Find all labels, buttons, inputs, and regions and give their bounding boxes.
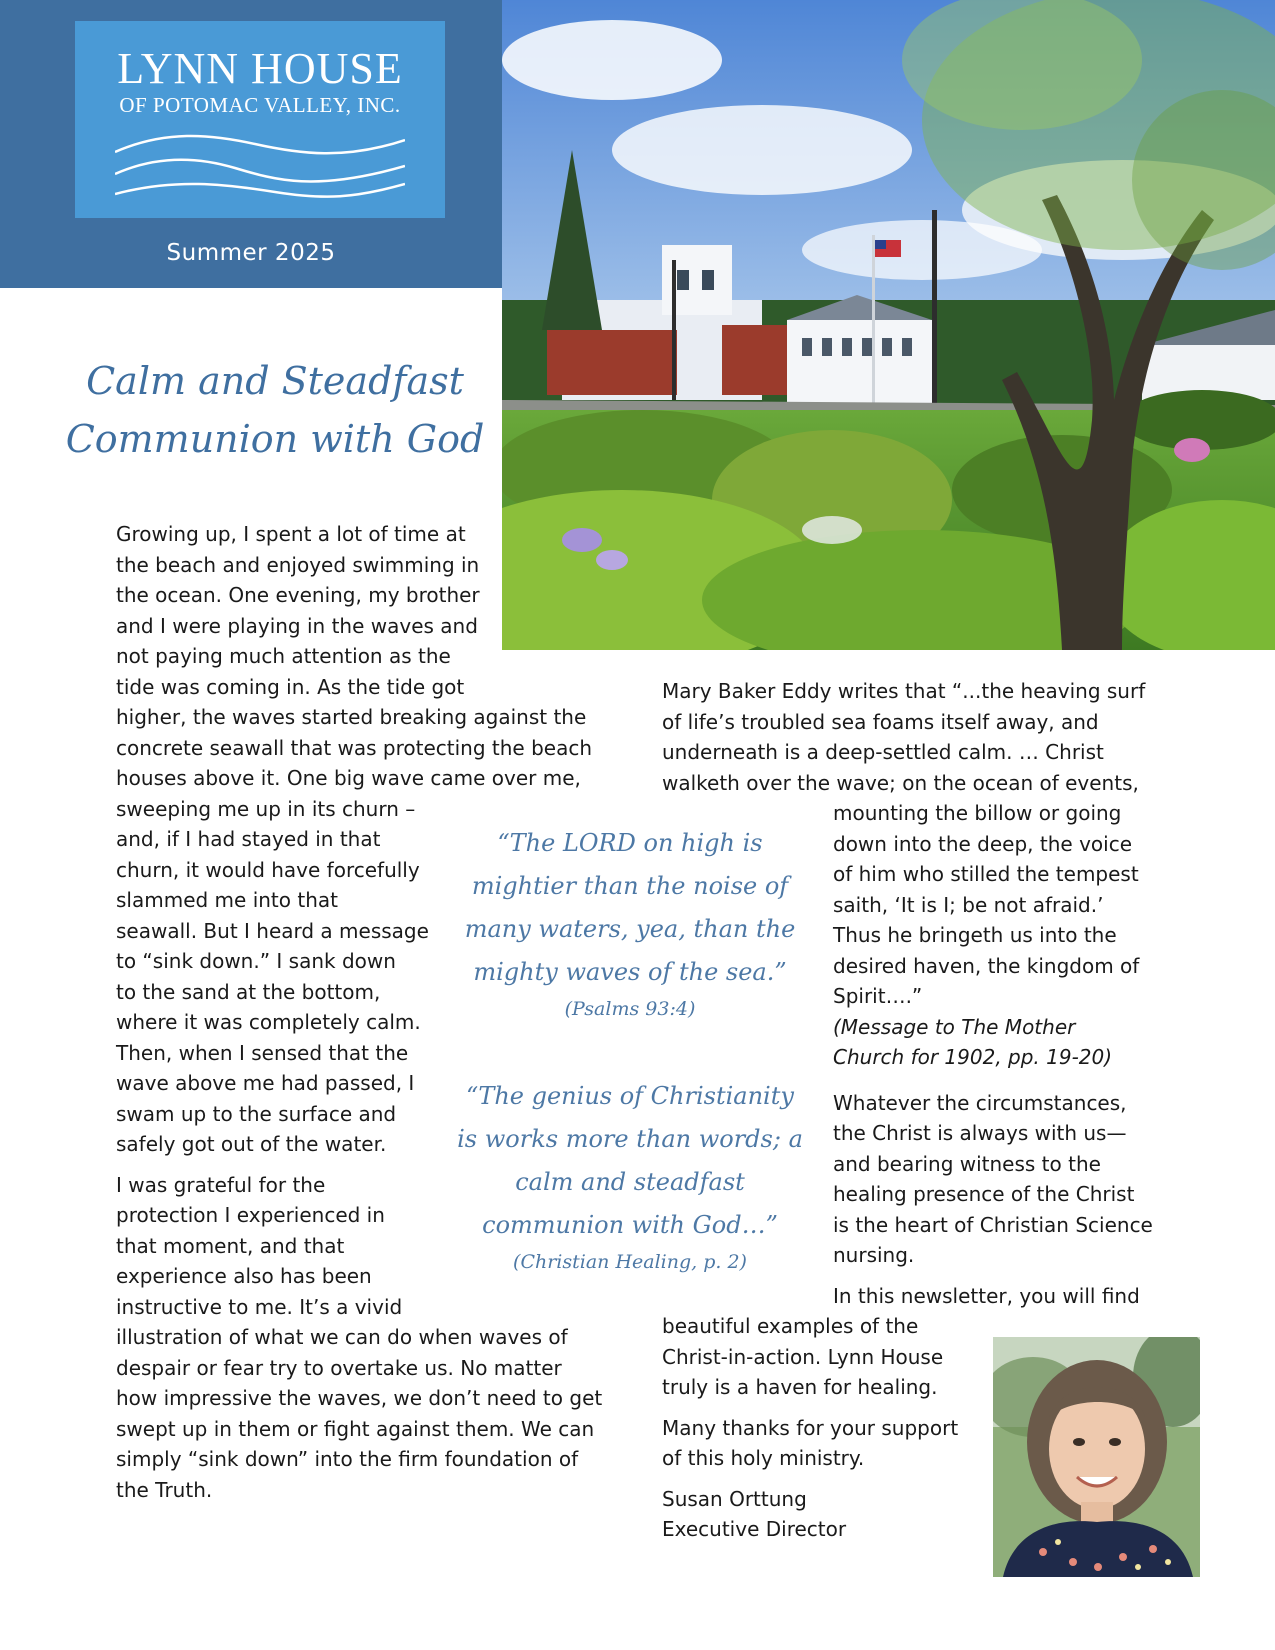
quote-source: (Psalms 93:4) — [564, 998, 696, 1020]
citation-line: (Message to The Mother — [833, 1014, 1076, 1039]
text-line: the beach and enjoyed swimming in — [116, 552, 480, 577]
text-line: underneath is a deep-settled calm. … Christ — [662, 740, 1104, 764]
text-line: of him who stilled the tempest — [833, 862, 1139, 886]
text-line: concrete seawall that was protecting the beach — [116, 735, 593, 760]
text-line: experience also has been — [116, 1264, 372, 1288]
text-line: In this newsletter, you will find — [833, 1283, 1140, 1308]
text-line: that moment, and that — [116, 1233, 345, 1258]
text-line: simply “sink down” into the firm foundation of — [116, 1447, 579, 1471]
text-line: protection I experienced in — [116, 1203, 385, 1227]
text-line: Thus he bringeth us into the — [833, 923, 1117, 947]
text-line: Then, when I sensed that the — [116, 1040, 409, 1065]
quote-line: “The genius of Christianity — [466, 1082, 794, 1110]
text-line: wave above me had passed, I — [116, 1071, 415, 1095]
paragraph-christ-with-us — [662, 1088, 1182, 1271]
text-line: and bearing witness to the — [833, 1151, 1101, 1176]
header-band — [0, 0, 502, 288]
article-title — [60, 352, 490, 468]
director-portrait — [993, 1337, 1200, 1577]
text-line: Christ-in-action. Lynn House — [662, 1344, 944, 1369]
text-line: the ocean. One evening, my brother — [116, 583, 480, 607]
text-line: I was grateful for the — [116, 1172, 326, 1197]
signature-name: Susan Orttung — [662, 1486, 807, 1511]
campus-photo — [502, 0, 1275, 650]
quote-line: communion with God…” — [482, 1211, 778, 1239]
quote-line: mightier than the noise of — [471, 872, 789, 900]
text-line: Spirit….” — [833, 984, 923, 1008]
text-line: walketh over the wave; on the ocean of events, — [662, 770, 1139, 795]
text-line: the Christ is always with us— — [833, 1121, 1127, 1145]
text-line: swam up to the surface and — [116, 1101, 397, 1126]
text-line: of this holy ministry. — [662, 1446, 865, 1470]
org-logo — [75, 21, 445, 218]
org-name: LYNN HOUSE — [117, 44, 403, 93]
text-line: sweeping me up in its churn – — [116, 796, 416, 821]
quote-line: is works more than words; a — [457, 1125, 803, 1153]
text-line: desired haven, the kingdom of — [833, 953, 1140, 978]
text-line: to “sink down.” I sank down — [116, 949, 396, 973]
text-line: Growing up, I spent a lot of time at — [116, 522, 466, 546]
quote-source: (Christian Healing, p. 2) — [513, 1251, 747, 1273]
text-line: slammed me into that — [116, 888, 338, 912]
issue-season: Summer 2025 — [166, 240, 336, 266]
text-line: illustration of what we can do when waves of — [116, 1325, 568, 1349]
text-line: Many thanks for your support — [662, 1415, 959, 1440]
text-line: safely got out of the water. — [116, 1132, 387, 1156]
text-line: tide was coming in. As the tide got — [116, 674, 465, 699]
text-line: houses above it. One big wave came over me, — [116, 766, 581, 790]
text-line: seawall. But I heard a message — [116, 918, 429, 943]
text-line: where it was completely calm. — [116, 1010, 421, 1034]
text-line: beautiful examples of the — [662, 1314, 919, 1338]
text-line: how impressive the waves, we don’t need to get — [116, 1386, 603, 1410]
text-line: not paying much attention as the — [116, 644, 451, 668]
text-line: healing presence of the Christ — [833, 1182, 1135, 1206]
text-line: and, if I had stayed in that — [116, 827, 381, 851]
text-line: down into the deep, the voice — [833, 831, 1132, 856]
quote-line: calm and steadfast — [515, 1168, 745, 1196]
signature-title: Executive Director — [662, 1517, 847, 1541]
citation-line: Church for 1902, pp. 19-20) — [833, 1045, 1113, 1069]
text-line: of life’s troubled sea foams itself away, and — [662, 709, 1099, 734]
text-line: saith, ‘It is I; be not afraid.’ — [833, 892, 1104, 917]
text-line: Whatever the circumstances, — [833, 1090, 1127, 1115]
text-line: and I were playing in the waves and — [116, 613, 478, 638]
text-line: despair or fear try to overtake us. No matter — [116, 1355, 562, 1380]
article-title-line-2: Communion with God — [65, 417, 485, 461]
quote-line: many waters, yea, than the — [464, 915, 796, 943]
paragraph-eddy-quote — [662, 676, 1182, 1073]
quote-line: mighty waves of the sea.” — [473, 958, 787, 986]
text-line: instructive to me. It’s a vivid — [116, 1294, 403, 1319]
text-line: churn, it would have forcefully — [116, 857, 420, 882]
text-line: nursing. — [833, 1243, 915, 1267]
text-line: the Truth. — [116, 1477, 213, 1502]
text-line: higher, the waves started breaking against the — [116, 705, 587, 729]
text-line: swept up in them or fight against them. We can — [116, 1416, 595, 1441]
article-title-line-1: Calm and Steadfast — [86, 359, 464, 403]
quote-line: “The LORD on high is — [497, 829, 763, 857]
text-line: to the sand at the bottom, — [116, 979, 381, 1004]
text-line: truly is a haven for healing. — [662, 1375, 938, 1399]
text-line: Mary Baker Eddy writes that “...the heaving surf — [662, 679, 1146, 703]
text-line: mounting the billow or going — [833, 801, 1122, 825]
waves-icon — [115, 126, 405, 206]
org-subtitle: OF POTOMAC VALLEY, INC. — [119, 93, 401, 117]
text-line: is the heart of Christian Science — [833, 1212, 1153, 1237]
